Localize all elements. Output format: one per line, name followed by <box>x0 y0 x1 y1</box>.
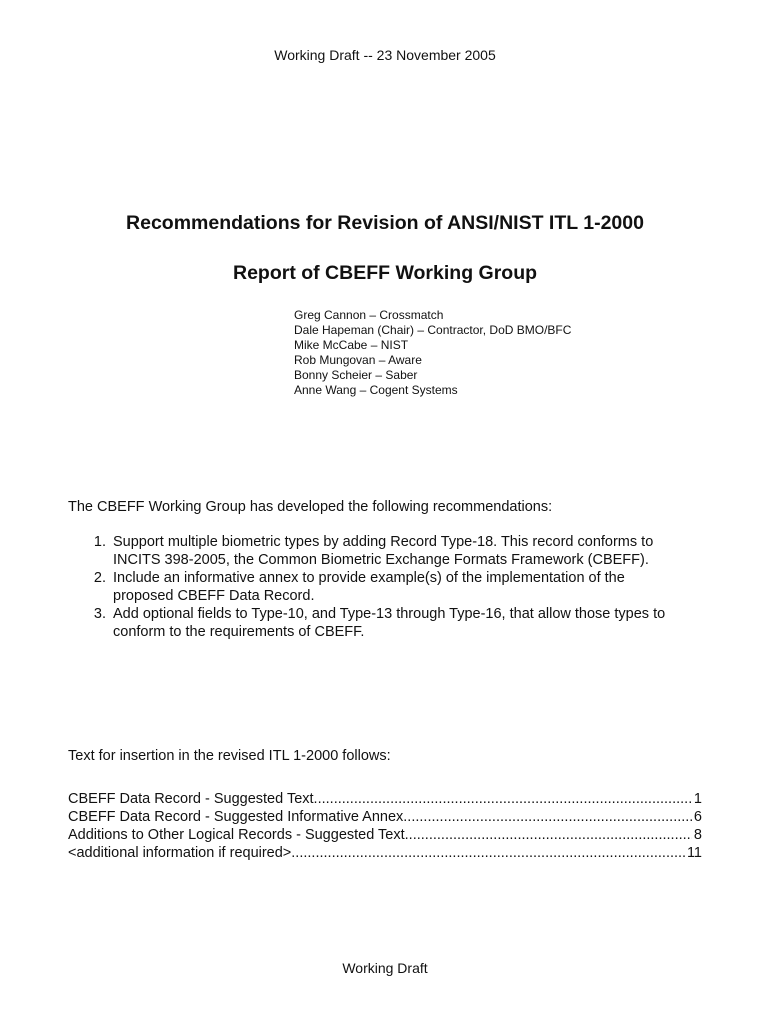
page-footer: Working Draft <box>342 960 428 976</box>
item-text-line: conform to the requirements of CBEFF. <box>113 624 365 640</box>
member-entry: Greg Cannon – Crossmatch <box>294 308 444 322</box>
toc-leader-dots <box>314 790 692 808</box>
recommendation-item <box>68 605 708 641</box>
toc-entry-page: 11 <box>686 845 702 861</box>
item-number: 3. <box>93 606 106 622</box>
toc-leader-dots <box>405 826 692 844</box>
toc-entry-page: 6 <box>693 809 702 825</box>
toc-leader-dots <box>291 844 685 862</box>
item-text-line: Include an informative annex to provide example(s) of the implementation of the <box>113 570 625 586</box>
working-group-members <box>294 308 571 398</box>
toc-entry[interactable] <box>68 826 702 844</box>
item-number: 2. <box>93 570 106 586</box>
toc-entry[interactable] <box>68 808 702 826</box>
toc-entry-title: CBEFF Data Record - Suggested Text <box>68 791 314 807</box>
item-number: 1. <box>93 534 106 550</box>
toc-entry-page: 1 <box>693 791 702 807</box>
item-text-line: Support multiple biometric types by adding Record Type-18. This record conforms to <box>113 534 654 550</box>
item-text <box>113 605 665 641</box>
toc-entry[interactable] <box>68 790 702 808</box>
toc-entry[interactable] <box>68 844 702 862</box>
recommendation-item <box>68 533 708 569</box>
insertion-note: Text for insertion in the revised ITL 1-2000 follows: <box>68 748 391 764</box>
toc-entry-title: Additions to Other Logical Records - Suggested Text <box>68 827 405 843</box>
item-text-line: proposed CBEFF Data Record. <box>113 588 315 604</box>
member-entry: Bonny Scheier – Saber <box>294 368 418 382</box>
toc-entry-title: CBEFF Data Record - Suggested Informative Annex <box>68 809 404 825</box>
recommendations-list <box>68 533 708 641</box>
toc-entry-title: <additional information if required> <box>68 845 292 861</box>
recommendation-item <box>68 569 708 605</box>
document-title: Recommendations for Revision of ANSI/NIST ITL 1-2000 <box>126 212 644 234</box>
toc-leader-dots <box>403 808 692 826</box>
toc-entry-page: 8 <box>693 827 702 843</box>
document-subtitle: Report of CBEFF Working Group <box>232 262 538 284</box>
intro-paragraph: The CBEFF Working Group has developed the following recommendations: <box>68 499 553 515</box>
page-header: Working Draft -- 23 November 2005 <box>274 47 496 63</box>
item-text-line: Add optional fields to Type-10, and Type-13 through Type-16, that allow those types to <box>113 606 666 622</box>
item-text <box>113 569 625 605</box>
item-text-line: INCITS 398-2005, the Common Biometric Exchange Formats Framework (CBEFF). <box>113 552 649 568</box>
item-text <box>113 533 653 569</box>
table-of-contents <box>68 790 702 862</box>
member-entry: Anne Wang – Cogent Systems <box>294 383 458 397</box>
member-entry: Dale Hapeman (Chair) – Contractor, DoD BMO/BFC <box>294 323 572 337</box>
member-entry: Rob Mungovan – Aware <box>294 353 422 367</box>
member-entry: Mike McCabe – NIST <box>294 338 409 352</box>
